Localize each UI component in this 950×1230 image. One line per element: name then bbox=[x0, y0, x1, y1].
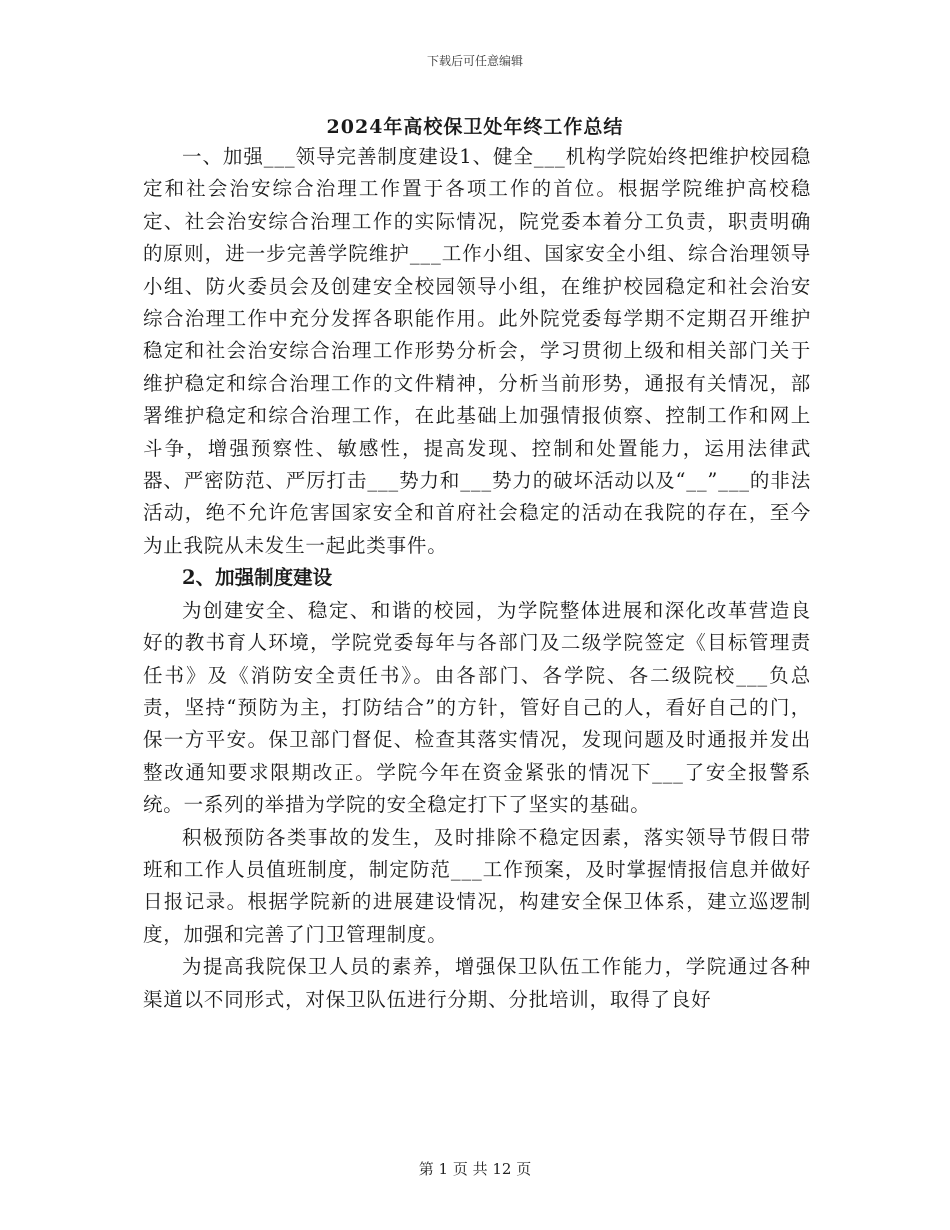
paragraph-2: 为创建安全、稳定、和谐的校园，为学院整体进展和深化改革营造良好的教书育人环境，学院党委每年与各部门及二级学院签定《目标管理责任书》及《消防安全责任书》。由各部门、各学院、各二级院校___负总责，坚持“预防为主，打防结合”的方针，管好自己的人，看好自己的门，保一方平安。保卫部门督促、检查其落实情况，发现问题及时通报并发出整改通知要求限期改正。学院今年在资金紧张的情况下___了安全报警系统。一系列的举措为学院的安全稳定打下了坚实的基础。 bbox=[143, 598, 811, 817]
paragraph-3: 积极预防各类事故的发生，及时排除不稳定因素，落实领导节假日带班和工作人员值班制度，制定防范___工作预案，及时掌握情报信息并做好日报记录。根据学院新的进展建设情况，构建安全保卫体系，建立巡逻制度，加强和完善了门卫管理制度。 bbox=[143, 825, 811, 946]
header-note: 下载后可任意编辑 bbox=[426, 54, 523, 68]
paragraph-4: 为提高我院保卫人员的素养，增强保卫队伍工作能力，学院通过各种渠道以不同形式，对保卫队伍进行分期、分批培训，取得了良好 bbox=[143, 955, 811, 1011]
section-heading: 2、加强制度建设 bbox=[182, 566, 333, 590]
paragraph-1: 一、加强___领导完善制度建设1、健全___机构学院始终把维护校园稳定和社会治安综合治理工作置于各项工作的首位。根据学院维护高校稳定、社会治安综合治理工作的实际情况，院党委本着分工负责，职责明确的原则，进一步完善学院维护___工作小组、国家安全小组、综合治理领导小组、防火委员会及创建安全校园领导小组，在维护校园稳定和社会治安综合治理工作中充分发挥各职能作用。此外院党委每学期不定期召开维护稳定和社会治安综合治理工作形势分析会，学习贯彻上级和相关部门关于维护稳定和综合治理工作的文件精神，分析当前形势，通报有关情况，部署维护稳定和综合治理工作，在此基础上加强情报侦察、控制工作和网上斗争，增强预察性、敏感性，提高发现、控制和处置能力，运用法律武器、严密防范、严厉打击___势力和___势力的破坏活动以及“__”___的非法活动，绝不允许危害国家安全和首府社会稳定的活动在我院的存在，至今为止我院从未发生一起此类事件。 bbox=[143, 145, 811, 557]
document-body bbox=[143, 141, 811, 1016]
document-title: 2024年高校保卫处年终工作总结 bbox=[326, 116, 624, 138]
page-footer: 第 1 页 共 12 页 bbox=[418, 1160, 532, 1178]
